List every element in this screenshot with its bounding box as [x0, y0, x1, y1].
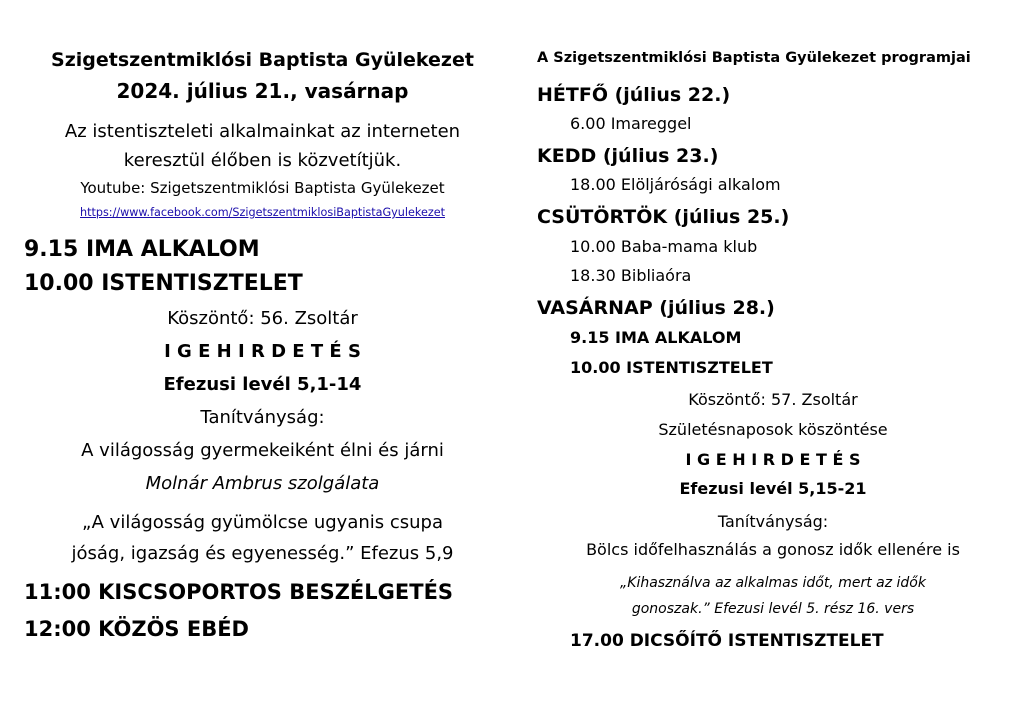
- sunday-topic: Bölcs időfelhasználás a gonosz idők ellenére is: [586, 540, 960, 559]
- thursday-item-2: 18.30 Bibliaóra: [570, 266, 692, 285]
- quote-line2: jóság, igazság és egyenesség.” Efezus 5,9: [71, 543, 454, 564]
- sunday-sermon-heading: I G E H I R D E T É S: [685, 450, 861, 469]
- monday-item: 6.00 Imareggel: [570, 114, 692, 133]
- sunday-service: 10.00 ISTENTISZTELET: [570, 358, 773, 377]
- lunch: 12:00 KÖZÖS EBÉD: [24, 617, 249, 641]
- day-monday: HÉTFŐ (július 22.): [537, 84, 731, 106]
- stream-note-line1: Az istentiszteleti alkalmainkat az interneten: [64, 121, 461, 142]
- day-thursday: CSÜTÖRTÖK (július 25.): [537, 206, 790, 228]
- topic-label: Tanítványság:: [200, 407, 325, 428]
- thursday-item-1: 10.00 Baba-mama klub: [570, 237, 758, 256]
- sunday-quote-line2: gonoszak.” Efezusi levél 5. rész 16. vers: [631, 601, 915, 617]
- prayer-time: 9.15 IMA ALKALOM: [24, 237, 260, 262]
- birthday-greetings: Születésnaposok köszöntése: [658, 420, 888, 439]
- day-tuesday: KEDD (július 23.): [537, 145, 719, 167]
- day-sunday: VASÁRNAP (július 28.): [537, 297, 775, 319]
- sunday-greeting: Köszöntő: 57. Zsoltár: [688, 390, 858, 409]
- praise-service: 17.00 DICSŐÍTŐ ISTENTISZTELET: [570, 631, 884, 651]
- stream-note-line2: keresztül élőben is közvetítjük.: [123, 150, 402, 171]
- church-name: Szigetszentmiklósi Baptista Gyülekezet: [51, 49, 474, 71]
- preacher: Molnár Ambrus szolgálata: [145, 473, 380, 494]
- sunday-quote-line1: „Kihasználva az alkalmas időt, mert az idők: [620, 575, 926, 591]
- scripture-reference: Efezusi levél 5,1-14: [163, 374, 362, 395]
- sermon-topic: A világosság gyermekeiként élni és járni: [81, 440, 444, 461]
- greeting: Köszöntő: 56. Zsoltár: [167, 308, 358, 329]
- programs-header: A Szigetszentmiklósi Baptista Gyülekezet programjai: [537, 50, 971, 66]
- sunday-prayer: 9.15 IMA ALKALOM: [570, 328, 742, 347]
- sunday-scripture: Efezusi levél 5,15-21: [679, 479, 867, 498]
- service-date: 2024. július 21., vasárnap: [116, 79, 409, 103]
- youtube-channel: Youtube: Szigetszentmiklósi Baptista Gyülekezet: [80, 179, 445, 197]
- service-time: 10.00 ISTENTISZTELET: [24, 271, 303, 296]
- tuesday-item: 18.00 Elöljárósági alkalom: [570, 175, 781, 194]
- sermon-heading: I G E H I R D E T É S: [164, 341, 361, 362]
- facebook-link[interactable]: https://www.facebook.com/SzigetszentmiklosiBaptistaGyulekezet: [80, 206, 445, 219]
- sunday-topic-label: Tanítványság:: [717, 512, 829, 531]
- quote-line1: „A világosság gyümölcse ugyanis csupa: [81, 512, 444, 533]
- small-groups: 11:00 KISCSOPORTOS BESZÉLGETÉS: [24, 580, 454, 604]
